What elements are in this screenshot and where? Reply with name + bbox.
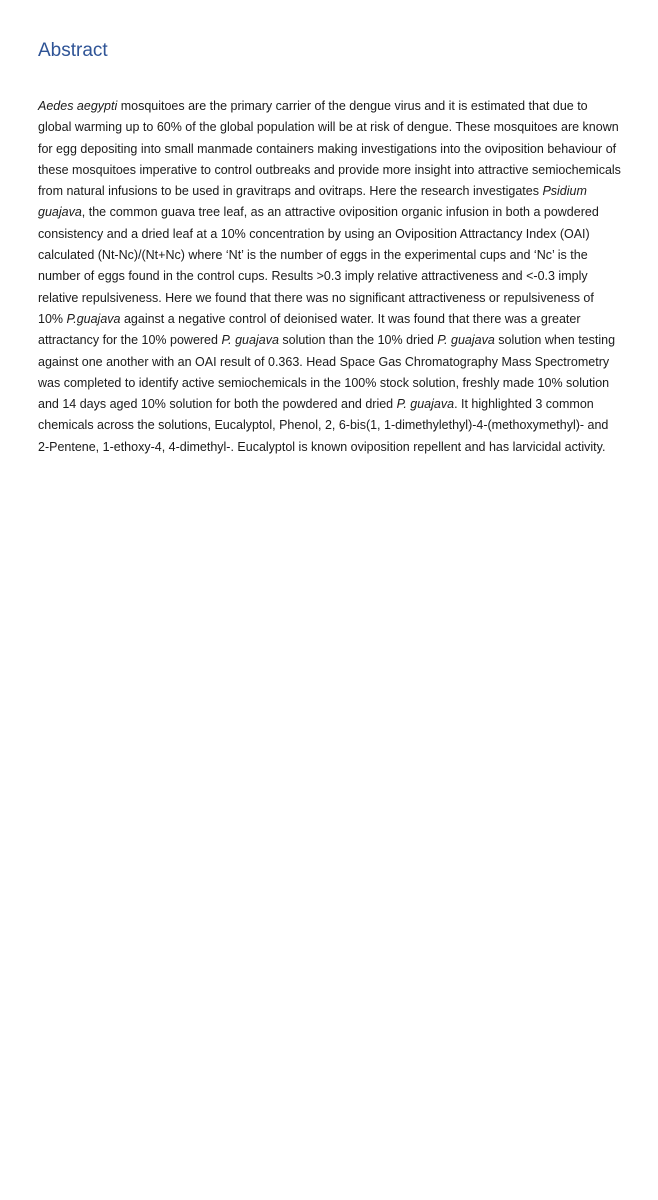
text-segment: . It highlighted 3 common chemicals across the solutions, Eucalyptol, Phenol, 2, 6-bis(1, 1-dimethylethyl)-4-(methoxymethyl)- and 2-Pentene, 1-ethoxy-4, 4-dimethyl-. Eucalyptol is known oviposition repellent and has larvicidal activity. bbox=[38, 397, 609, 454]
text-segment: P. guajava bbox=[221, 333, 279, 348]
text-segment: against a negative control of deionised water. It was found that there was a greater attractancy for the 10% powered bbox=[38, 311, 581, 348]
text-segment: P.guajava bbox=[66, 311, 121, 326]
text-segment: , the common guava tree leaf, as an attractive oviposition organic infusion in both a powdered consistency and a dried leaf at a 10% concentration by using an Oviposition Attractancy Index (OAI) calculated (Nt-Nc)/(Nt+Nc) where ‘Nt’ is the number of eggs in the experimental cups and ‘Nc’ is the number of eggs found in the control cups. Results >0.3 imply relative attractiveness and <-0.3 imply relative repulsiveness. Here we found that there was no significant attractiveness or repulsiveness of 10% bbox=[38, 205, 599, 326]
abstract-paragraph bbox=[38, 96, 622, 458]
text-segment: Aedes aegypti bbox=[38, 99, 118, 113]
text-segment: mosquitoes are the primary carrier of the dengue virus and it is estimated that due to global warming up to 60% of the global population will be at risk of dengue. These mosquitoes are known for egg depositing into small manmade containers making investigations into the oviposition behaviour of these mosquitoes imperative to control outbreaks and provide more insight into attractive semiochemicals from natural infusions to be used in gravitraps and ovitraps. Here the research investigates bbox=[38, 99, 621, 199]
text-segment: P. guajava bbox=[396, 397, 455, 412]
text-segment: solution than the 10% dried bbox=[278, 333, 438, 348]
text-segment: solution when testing against one another with an OAI result of 0.363. Head Space Gas Chromatography Mass Spectrometry was completed to identify active semiochemicals in the 100% stock solution, freshly made 10% solution and 14 days aged 10% solution for both the powdered and dried bbox=[38, 333, 616, 412]
text-segment: Psidium guajava bbox=[38, 184, 587, 220]
text-segment: P. guajava bbox=[437, 333, 495, 348]
section-heading: Abstract bbox=[38, 40, 108, 61]
